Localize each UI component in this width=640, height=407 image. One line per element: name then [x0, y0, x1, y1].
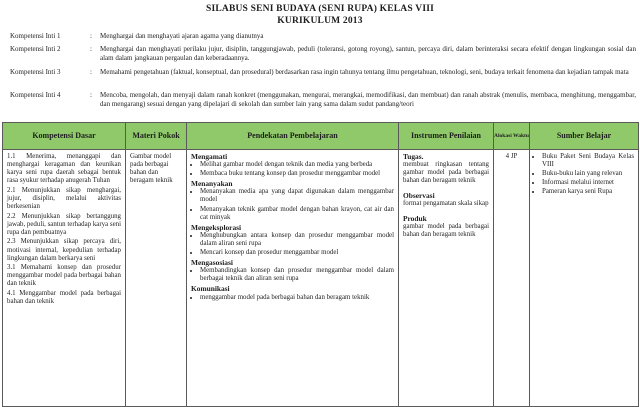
header-kompetensi-dasar: Kompetensi Dasar	[3, 123, 126, 150]
mengeksplorasi-list	[191, 232, 394, 257]
list-item: • Menanyakan teknik gambar model dengan bahan krayon, cat air dan cat minyak	[200, 206, 394, 222]
ki-text: Memahami pengetahuan (faktual, konseptual, dan prosedural) berdasarkan rasa ingin tahunya tentang ilmu pengetahuan, teknologi, seni, budaya terkait fenomena dan kejadian tampak mata	[100, 68, 629, 76]
header-instrumen: Instrumen Penilaian	[399, 123, 494, 150]
document-title: SILABUS SENI BUDAYA (SENI RUPA) KELAS VIII	[205, 4, 435, 14]
ki-label: Kompetensi Inti 3	[10, 68, 61, 76]
menanyakan-list	[191, 188, 394, 221]
ki-text: Mencoba, mengolah, dan menyaji dalam ranah konkret (menggunakan, mengurai, merangkai, memodifikasi, dan membuat) dan ranah abstrak (menulis, membaca, menghitung, menggambar, dan mengarang) sesuai dengan yang dipelajari di sekolah dan sumber lain yang sama dalam sudut pandang/teori	[100, 91, 636, 108]
header-pendekatan: Pendekatan Pembelajaran	[187, 123, 399, 150]
materi-cell	[126, 150, 187, 407]
alokasi-cell	[494, 150, 530, 407]
ki-label: Kompetensi Inti 4	[10, 91, 61, 99]
kd-item: 2.1 Menunjukkan sikap menghargai, jujur, disiplin, melalui aktivitas berkesenian	[7, 186, 121, 211]
produk-heading: Produk	[403, 213, 427, 223]
list-item: • Informasi melalui internet	[542, 179, 634, 187]
list-item: • Mencari konsep dan prosedur menggambar model	[200, 249, 394, 257]
instrumen-cell	[399, 150, 494, 407]
list-item: • Membandingkan konsep dan prosedur menggambar model dalam berbagai teknik dan aliran seni rupa	[200, 267, 394, 283]
pendekatan-cell	[187, 150, 399, 407]
ki-colon: :	[90, 45, 92, 53]
list-item: • menggambar model pada berbagai bahan dan beragam teknik	[200, 294, 394, 302]
mengasosiasi-list	[191, 267, 394, 283]
observasi-heading: Observasi	[403, 190, 435, 200]
list-item: • Pameran karya seni Rupa	[542, 188, 634, 196]
kd-item: 4.1 Menggambar model pada berbagai bahan dan teknik	[7, 290, 121, 306]
sumber-list	[534, 153, 634, 196]
kd-item: 2.2 Menunjukkan sikap bertanggung jawab, peduli, santun terhadap karya seni rupa dan pembuatnya	[7, 212, 121, 236]
mengamati-list	[191, 161, 394, 178]
materi-text: Gambar model pada berbagai bahan dan beragam teknik	[130, 153, 173, 185]
produk-text: gambar model pada berbagai bahan dan beragam teknik	[403, 222, 489, 238]
table-row	[3, 150, 639, 407]
list-item: • Melihat gambar model dengan teknik dan media yang berbeda	[200, 161, 394, 169]
list-item: • Membaca buku tentang konsep dan prosedur menggambar model	[200, 170, 394, 178]
sumber-cell	[530, 150, 639, 407]
list-item: • Buku Paket Seni Budaya Kelas VIII	[542, 153, 634, 169]
komunikasi-heading: Komunikasi	[191, 284, 230, 294]
mengasosiasi-heading: Mengasosiasi	[191, 258, 233, 268]
observasi-text: format pengamatan skala sikap	[403, 199, 489, 207]
ki-colon: :	[90, 91, 92, 99]
menanyakan-heading: Menanyakan	[191, 179, 233, 189]
ki-label: Kompetensi Inti 1	[10, 32, 61, 40]
ki-text: Menghargai dan menghayati perilaku jujur, disiplin, tanggungjawab, peduli (toleransi, gotong royong), santun, percaya diri, dalam berinteraksi secara efektif dengan lingkungan sosial dan alam dalam jangkauan pergaulan dan keberadaannya.	[100, 45, 636, 62]
document-subtitle: KURIKULUM 2013	[277, 16, 363, 26]
table-header-row	[3, 123, 639, 150]
kd-item: 1.1 Menerima, menanggapi dan menghargai keragaman dan keunikan karya seni rupa daerah sebagai bentuk rasa syukur terhadap anugerah Tuhan	[7, 153, 121, 185]
ki-text: Menghargai dan menghayati ajaran agama yang dianutnya	[100, 32, 264, 40]
mengamati-heading: Mengamati	[191, 152, 228, 161]
ki-colon: :	[90, 32, 92, 40]
mengeksplorasi-heading: Mengeksplorasi	[191, 222, 242, 232]
ki-label: Kompetensi Inti 2	[10, 45, 61, 53]
tugas-text: membuat ringkasan tentang gambar model pada berbagai bahan dan beragam teknik	[403, 161, 489, 185]
kd-item: 3.1 Memahami konsep dan prosedur menggambar model pada berbagai bahan dan teknik	[7, 264, 121, 288]
list-item: • Buku-buku lain yang relevan	[542, 170, 634, 178]
header-alokasi: Alokasi Waktu	[494, 123, 530, 150]
syllabus-table	[2, 122, 639, 407]
kd-cell	[3, 150, 126, 407]
header-sumber: Sumber Belajar	[530, 123, 639, 150]
kd-item: 2.3 Menunjukkan sikap percaya diri, motivasi internal, kepedulian terhadap lingkungan dalam berkarya seni	[7, 238, 121, 262]
ki-colon: :	[90, 68, 92, 76]
tugas-heading: Tugas.	[403, 152, 424, 161]
komunikasi-list	[191, 294, 394, 302]
header-materi-pokok: Materi Pokok	[126, 123, 187, 150]
alokasi-value: 4 JP	[505, 153, 518, 160]
list-item: • Menghubungkan antara konsep dan prosedur menggambar model dalam aliran seni rupa	[200, 232, 394, 248]
list-item: • Menanyakan media apa yang dapat digunakan dalam menggambar model	[200, 188, 394, 204]
